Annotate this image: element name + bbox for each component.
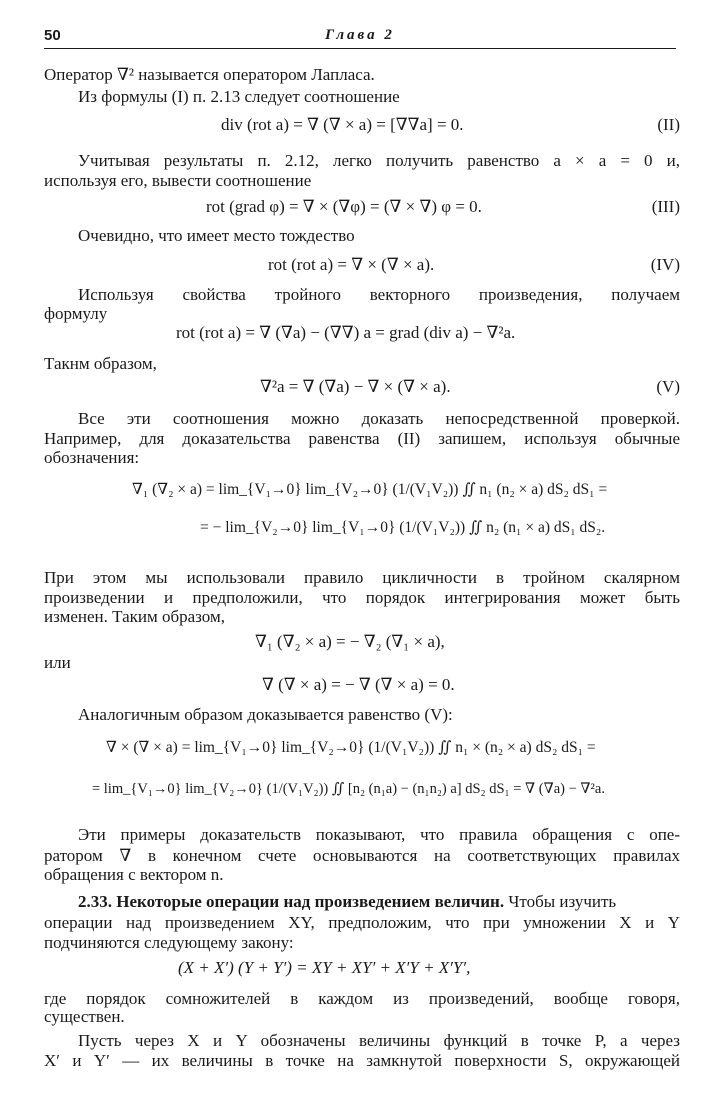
formula-V: ∇²a = ∇ (∇a) − ∇ × (∇ × a). [260, 377, 451, 396]
text-line: операции над произведением XY, предположим, что при умножении X и Y [44, 913, 680, 932]
text-line: Эти примеры доказательств показывают, что правила обращения с опе- [78, 825, 680, 844]
text-line: или [44, 653, 71, 672]
formula-example-line-2: = lim_{V₁→0} lim_{V₂→0} (1/(V₁V₂)) ∬ [n₂ (n₁a) − (n₁n₂) a] dS₂ dS₁ = ∇ (∇a) − ∇²a. [92, 781, 605, 797]
text-line: Такнм образом, [44, 354, 157, 373]
formula-II: div (rot a) = ∇ (∇ × a) = [∇∇a] = 0. [221, 115, 464, 134]
formula-product-law: (X + X′) (Y + Y′) = XY + XY′ + X′Y + X′Y′, [178, 958, 471, 977]
text-line: где порядок сомножителей в каждом из произведений, вообще говоря, [44, 989, 680, 1008]
formula-zero: ∇ (∇ × a) = − ∇ (∇ × a) = 0. [262, 675, 455, 694]
text-line: используя его, вывести соотношение [44, 171, 312, 190]
section-title: 2.33. Некоторые операции над произведением величин. [78, 892, 505, 911]
formula-number: (V) [656, 377, 680, 396]
formula-III: rot (grad φ) = ∇ × (∇φ) = (∇ × ∇) φ = 0. [206, 197, 482, 216]
text-line: Например, для доказательства равенства (II) запишем, используя обычные [44, 429, 680, 448]
section-line [78, 891, 680, 913]
formula-IV: rot (rot a) = ∇ × (∇ × a). [268, 255, 435, 274]
formula-proof-line-2: = − lim_{V₂→0} lim_{V₁→0} (1/(V₁V₂)) ∬ n₂ (n₁ × a) dS₁ dS₂. [200, 519, 606, 536]
text-line: Учитывая результаты п. 2.12, легко получить равенство a × a = 0 и, [78, 151, 680, 170]
text-line: изменен. Таким образом, [44, 607, 225, 626]
text-line: обозначения: [44, 448, 140, 467]
running-header [44, 22, 676, 49]
text-line: X′ и Y′ — их величины в точке на замкнутой поверхности S, окружающей [44, 1051, 680, 1070]
text-line: При этом мы использовали правило цикличности в тройном скалярном [44, 568, 680, 587]
formula-number: (III) [651, 197, 680, 216]
text-line: Используя свойства тройного векторного произведения, получаем [78, 285, 680, 304]
text-line: Все эти соотношения можно доказать непосредственной проверкой. [78, 409, 680, 428]
text-line: ратором ∇ в конечном счете основываются на соответствующих правилах [44, 846, 680, 865]
text-line: произведении и предположили, что порядок интегрирования может быть [44, 588, 680, 607]
formula-cyclic: ∇₁ (∇₂ × a) = − ∇₂ (∇₁ × a), [255, 632, 445, 651]
text-line: Оператор ∇² называется оператором Лапласа. [44, 65, 375, 84]
text-line: Очевидно, что имеет место тождество [78, 226, 355, 245]
formula-number: (IV) [650, 255, 680, 274]
text-line: Аналогичным образом доказывается равенство (V): [78, 705, 453, 724]
text-line: существен. [44, 1007, 125, 1026]
text-line: Пусть через X и Y обозначены величины функций в точке P, а через [78, 1031, 680, 1050]
formula-proof-line-1: ∇₁ (∇₂ × a) = lim_{V₁→0} lim_{V₂→0} (1/(V₁V₂)) ∬ n₁ (n₂ × a) dS₂ dS₁ = [132, 481, 608, 498]
text-line: Из формулы (I) п. 2.13 следует соотношение [78, 87, 400, 106]
section-text: Чтобы изучить [504, 892, 617, 911]
text-line: обращения с вектором n. [44, 865, 224, 884]
formula-number: (II) [657, 115, 680, 134]
formula-example-line-1: ∇ × (∇ × a) = lim_{V₁→0} lim_{V₂→0} (1/(V₁V₂)) ∬ n₁ × (n₂ × a) dS₂ dS₁ = [106, 739, 596, 756]
formula-rot-rot: rot (rot a) = ∇ (∇a) − (∇∇) a = grad (div a) − ∇²a. [176, 323, 516, 342]
text-line: формулу [44, 304, 108, 323]
chapter-title: Глава 2 [325, 27, 395, 43]
text-line: подчиняются следующему закону: [44, 933, 294, 952]
page-number: 50 [44, 27, 61, 44]
